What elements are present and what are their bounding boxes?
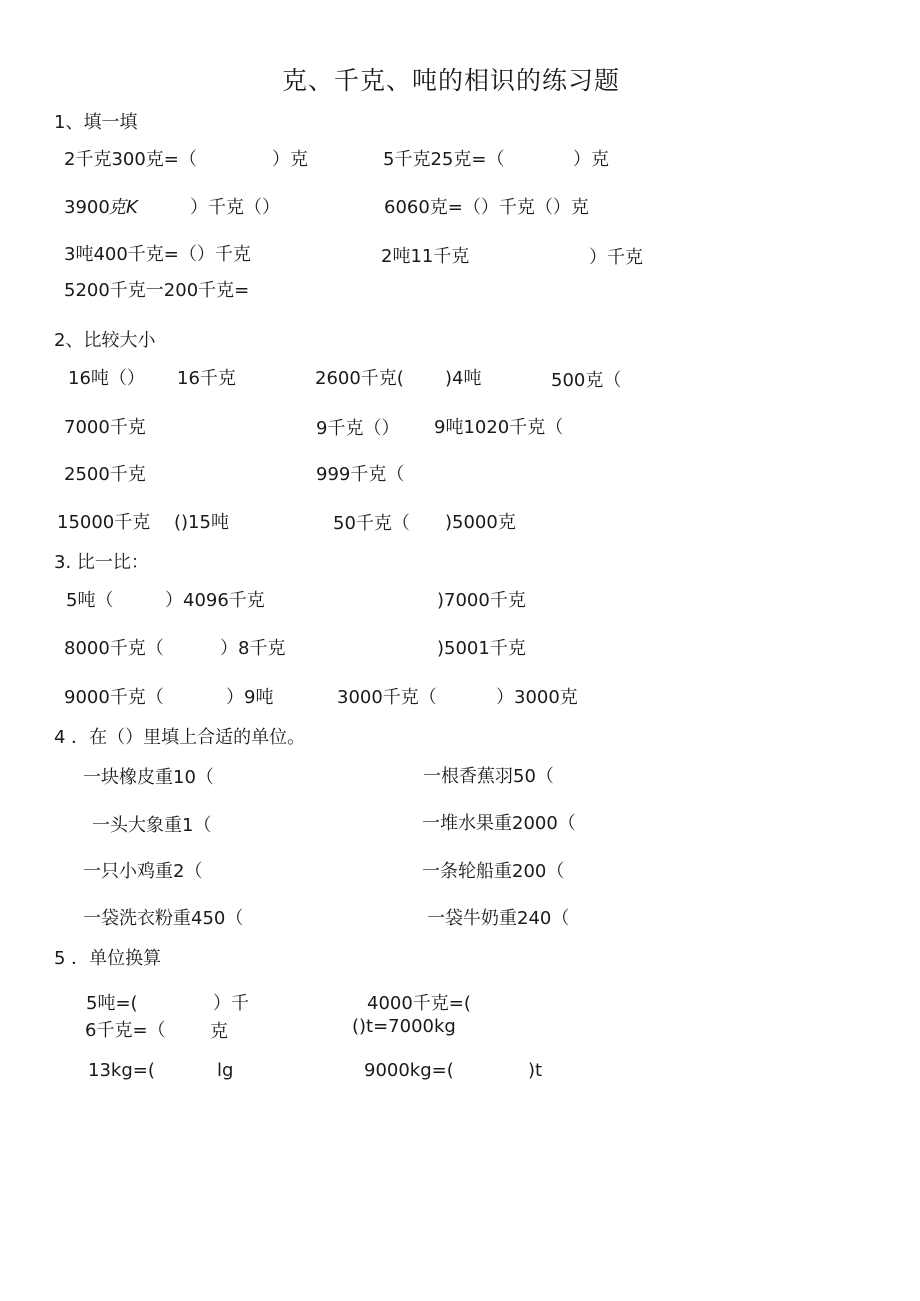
s1-item: 2吨11千克 (381, 246, 470, 267)
s4-item: 一堆水果重2000（ (422, 813, 576, 834)
s1-item: ）克 (573, 149, 609, 170)
s1-item: 3吨400千克=（）千克 (64, 244, 251, 265)
s2-item: 500克（ (551, 370, 622, 391)
s4-item: 一袋牛奶重240（ (427, 908, 570, 929)
s3-item: ）3000克 (496, 687, 578, 708)
s3-item: ）9吨 (226, 687, 274, 708)
s5-item: 4000千克=( (367, 993, 471, 1014)
s2-item: 16吨（） (68, 368, 145, 389)
s5-item: 13kg=( (88, 1060, 155, 1081)
s3-item: 8000千克（ (64, 638, 164, 659)
s4-item: 一头大象重1（ (92, 815, 212, 836)
section-1-heading: 1、填一填 (54, 112, 138, 133)
s5-item: 6千克=（ (85, 1020, 166, 1041)
s1-item: ）克 (272, 149, 308, 170)
page-title: 克、千克、吨的相识的练习题 (282, 66, 621, 95)
s5-item: 5吨=( (86, 993, 138, 1014)
section-2-heading: 2、比较大小 (54, 330, 156, 351)
s3-item: 5吨（ (66, 590, 114, 611)
s5-item: ()t=7000kg (352, 1016, 456, 1037)
s3-item: 3000千克（ (337, 687, 437, 708)
s3-item: 9000千克（ (64, 687, 164, 708)
s2-item: 9吨1020千克（ (434, 417, 564, 438)
s4-item: 一袋洗衣粉重450（ (83, 908, 244, 929)
s3-item: ）4096千克 (165, 590, 265, 611)
s1-item: 2千克300克=（ (64, 149, 197, 170)
s5-item: 克 (210, 1021, 228, 1042)
s3-item: ）8千克 (220, 638, 286, 659)
s1-item: 6060克=（）千克（）克 (384, 197, 589, 218)
s1-item: ）千克 (589, 247, 643, 268)
section-3-heading: 3. 比一比： (54, 552, 149, 573)
s1-item: 5200千克一200千克= (64, 280, 250, 301)
s1-item: 3900 (64, 197, 110, 218)
s2-item: 9千克（） (316, 418, 400, 439)
s4-item: 一块橡皮重10（ (83, 767, 214, 788)
s1-item: 克K (108, 197, 138, 218)
s5-item: lg (217, 1060, 234, 1081)
s2-item: 999千克（ (316, 464, 405, 485)
s4-item: 一条轮船重200（ (422, 861, 565, 882)
s2-item: 2600千克( (315, 368, 404, 389)
s2-item: 15000千克 (57, 512, 151, 533)
s2-item: 7000千克 (64, 417, 146, 438)
s5-item: ）千 (213, 993, 249, 1014)
s2-item: 2500千克 (64, 464, 146, 485)
s5-item: 9000kg=( (364, 1060, 454, 1081)
s1-item: ）千克（） (190, 197, 280, 218)
s1-item: 5千克25克=（ (383, 149, 505, 170)
s2-item: )4吨 (445, 368, 482, 389)
s4-item: 一只小鸡重2（ (83, 861, 203, 882)
s2-item: 50千克（ (333, 513, 410, 534)
s3-item: )5001千克 (437, 638, 526, 659)
s4-item: 一根香蕉羽50（ (423, 766, 554, 787)
section-4-heading: 4 ．在（）里填上合适的单位。 (54, 727, 306, 748)
section-5-heading: 5 ．单位换算 (54, 948, 162, 969)
s2-item: )5000克 (445, 512, 516, 533)
s2-item: ()15吨 (174, 512, 229, 533)
s2-item: 16千克 (177, 368, 236, 389)
s3-item: )7000千克 (437, 590, 526, 611)
s5-item: )t (528, 1060, 543, 1081)
